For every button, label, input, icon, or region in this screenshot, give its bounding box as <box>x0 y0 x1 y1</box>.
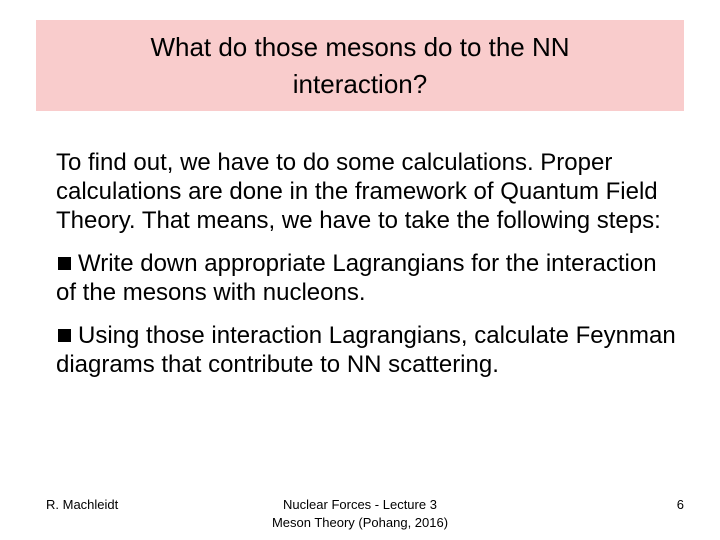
bullet-text-2: Using those interaction Lagrangians, calculate Feynman diagrams that contribute to NN scattering. <box>56 322 676 378</box>
bullet-item-1 <box>56 249 676 307</box>
square-bullet-icon <box>58 257 71 270</box>
bullet-item-2 <box>56 321 676 379</box>
square-bullet-icon <box>58 329 71 342</box>
footer-course-line-1: Nuclear Forces - Lecture 3 <box>283 497 437 512</box>
intro-paragraph: To find out, we have to do some calculations. Proper calculations are done in the framework of Quantum Field Theory. That means, we have to take the following steps: <box>56 149 661 234</box>
slide-body <box>56 148 676 393</box>
slide-title: What do those mesons do to the NN interaction? <box>150 31 570 99</box>
footer-author: R. Machleidt <box>46 497 119 512</box>
footer-course-line-2: Meson Theory (Pohang, 2016) <box>271 515 449 530</box>
title-banner <box>36 20 684 111</box>
footer-course-info <box>230 496 490 532</box>
footer-page-number: 6 <box>676 497 684 512</box>
bullet-text-1: Write down appropriate Lagrangians for the interaction of the mesons with nucleons. <box>56 250 657 306</box>
